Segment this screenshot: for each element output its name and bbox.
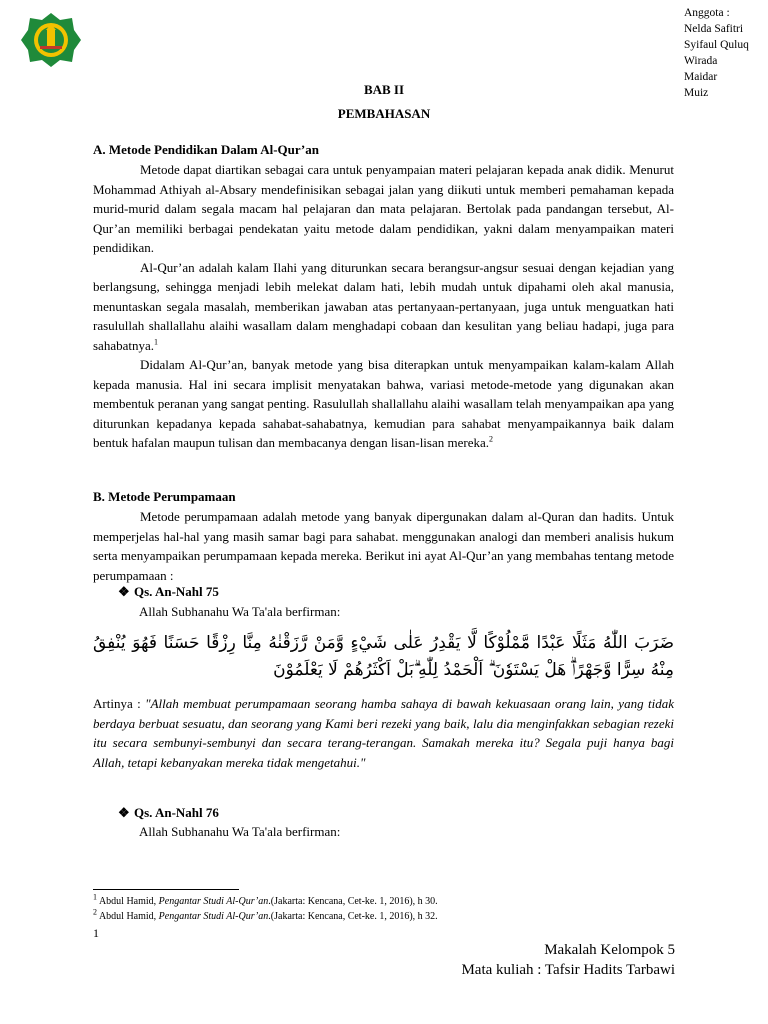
member-name: Nelda Safitri xyxy=(684,23,744,35)
footnote: $^1$ Abdul Hamid, Pengantar Studi Al-Qur’an.(Jakarta: Kencana, Cet-ke. 1, 2016), h 30. xyxy=(93,892,438,907)
member-list-title: Anggota : xyxy=(684,7,730,19)
section-b-body xyxy=(93,507,674,585)
chapter-title: PEMBAHASAN xyxy=(337,106,431,121)
member-name: Syifaul Quluq xyxy=(684,39,749,51)
member-name: Muiz xyxy=(684,87,709,99)
verse-heading: ❖ Qs. An-Nahl 75 xyxy=(118,584,219,599)
paragraph: Al-Qur’an adalah kalam Ilahi yang diturunkan secara berangsur-angsur sesuai dengan kejadian yang berlangsung, sehingga menjadi lebih melekat dalam hati, lebih mudah untuk dipahami oleh akal manusia, menuntaskan segala masalah, memberikan jawaban atas pertanyaan-pertanyaan, juga untuk menguatkan hati rasulullah shallallahu alaihi wasallam dalam menghadapi cobaan dan kesulitan yang beliau hadapi, juga para sahabatnya.$^1$ xyxy=(93,259,674,353)
institution-logo xyxy=(20,12,82,68)
arabic-verse: ضَرَبَ اللّٰهُ مَثَلًا عَبْدًا مَّمْلُوْكًا لَّا يَقْدِرُ عَلٰى شَيْءٍ وَّمَنْ رَّزَقْنٰهُ مِنَّا رِزْقًا حَسَنًا فَهُوَ يُنْفِقُ مِنْهُ سِرًّا وَّجَهْرًاۗ هَلْ يَسْتَوٗنَ ۗ اَلْحَمْدُ لِلّٰهِ ۗبَلْ اَكْثَرُهُمْ لَا يَعْلَمُوْنَ xyxy=(93,633,674,680)
verse-intro: Allah Subhanahu Wa Ta'ala berfirman: xyxy=(139,824,341,839)
footer-group: Makalah Kelompok 5 xyxy=(544,942,675,958)
paragraph: Metode perumpamaan adalah metode yang banyak dipergunakan dalam al-Quran dan hadits. Untuk memperjelas hal-hal yang masih samar bagi para sahabat. menggunakan analogi dan memberi analisis hukum serta menyampaikan perumpamaan kepada mereka. Berikut ini ayat Al-Qur’an yang membahas tentang metode perumpamaan : xyxy=(93,509,674,583)
verse-intro: Allah Subhanahu Wa Ta'ala berfirman: xyxy=(139,604,341,619)
footer-course: Mata kuliah : Tafsir Hadits Tarbawi xyxy=(461,962,675,978)
footnote: $^2$ Abdul Hamid, Pengantar Studi Al-Qur’an.(Jakarta: Kencana, Cet-ke. 1, 2016), h 32. xyxy=(93,907,438,922)
section-a-body xyxy=(93,160,674,453)
member-list xyxy=(684,5,768,99)
diamond-bullet-icon: ❖ xyxy=(118,805,130,820)
page-number: 1 xyxy=(93,926,99,940)
member-name: Wirada xyxy=(684,55,718,67)
footnote-separator xyxy=(93,889,239,890)
footnote-ref: 1 xyxy=(154,337,159,347)
member-name: Maidar xyxy=(684,71,718,83)
verse-translation: Artinya : "Allah membuat perumpamaan seorang hamba sahaya di bawah kekuasaan orang lain, yang tidak berdaya berbuat sesuatu, dan seorang yang Kami beri rezeki yang baik, lalu dia menginfakkan sebagian rezeki itu secara sembunyi-sembunyi dan secara terang-terangan. Samakah mereka itu? Segala puji hanya bagi Allah, tetapi kebanyakan mereka tidak mengetahui." xyxy=(93,696,674,770)
section-a-heading: A. Metode Pendidikan Dalam Al-Qur’an xyxy=(93,142,319,157)
section-b-heading: B. Metode Perumpamaan xyxy=(93,489,236,504)
footnote-ref: 2 xyxy=(489,434,493,444)
paragraph: Didalam Al-Qur’an, banyak metode yang bisa diterapkan untuk menyampaikan kalam-kalam Allah kepada manusia. Hal ini secara implisit menyatakan bahwa, variasi metode-metode yang digunakan akan membentuk peranan yang sangat penting. Rasulullah shallallahu alaihi wasallam telah menyampaikan apa yang diturunkan kepadanya kepada sahabat-sahabatnya, kemudian para sahabat menyampaikannya baik dalam bentuk hafalan maupun tulisan dan membacanya dengan lisan-lisan mereka.$^2$ xyxy=(93,357,674,450)
diamond-bullet-icon: ❖ xyxy=(118,584,130,599)
chapter-number: BAB II xyxy=(363,82,405,97)
paragraph: Metode dapat diartikan sebagai cara untuk penyampaian materi pelajaran kepada anak didik. Menurut Mohammad Athiyah al-Absary mendefinisikan sebagai jalan yang diikuti untuk memberi pemahaman kepada murid-murid dalam segala macam hal pelajaran dan mata pelajaran. Bertolak pada pandangan tersebut, Al-Qur’an memiliki berbagai pendekatan yaitu metode dalam pendidikan, yakni dalam menyampaikan materi pendidikan. xyxy=(93,162,674,255)
verse-heading: ❖ Qs. An-Nahl 76 xyxy=(118,805,219,820)
